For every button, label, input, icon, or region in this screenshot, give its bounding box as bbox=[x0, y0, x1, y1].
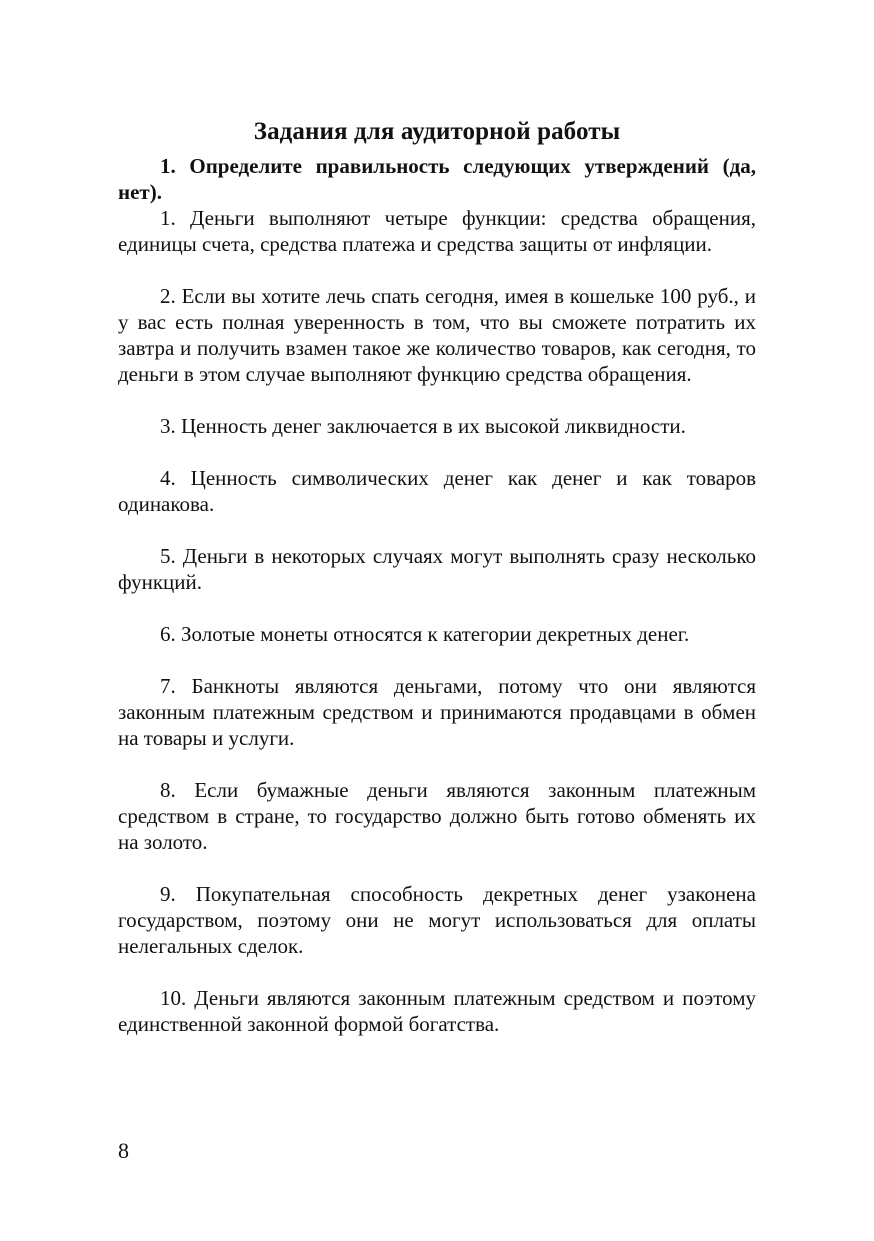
paragraph-spacer bbox=[118, 647, 756, 673]
paragraph-spacer bbox=[118, 257, 756, 283]
paragraph-spacer bbox=[118, 959, 756, 985]
statement-7: 7. Банкноты являются деньгами, потому что они являются законным платежным средством и принимаются продавцами в обмен на товары и услуги. bbox=[118, 674, 756, 750]
statement-1: 1. Деньги выполняют четыре функции: средства обращения, единицы счета, средства платежа и средства защиты от инфляции. bbox=[118, 206, 756, 256]
statement-5: 5. Деньги в некоторых случаях могут выполнять сразу несколько функций. bbox=[118, 544, 756, 594]
statement-9: 9. Покупательная способность декретных денег узаконена государством, поэтому они не могут использоваться для оплаты нелегальных сделок. bbox=[118, 882, 756, 958]
document-page bbox=[118, 117, 756, 1037]
statement-4: 4. Ценность символических денег как денег и как товаров одинакова. bbox=[118, 466, 756, 516]
statement-2: 2. Если вы хотите лечь спать сегодня, имея в кошельке 100 руб., и у вас есть полная уверенность в том, что вы сможете потратить их завтра и получить взамен такое же количество товаров, как сегодня, то деньги в этом случае выполняют функцию средства обращения. bbox=[118, 284, 756, 386]
page-title: Задания для аудиторной работы bbox=[253, 118, 621, 145]
statement-8: 8. Если бумажные деньги являются законным платежным средством в стране, то государство должно быть готово обменять их на золото. bbox=[118, 778, 756, 854]
paragraph-spacer bbox=[118, 387, 756, 413]
page-number: 8 bbox=[118, 1138, 129, 1163]
statement-10: 10. Деньги являются законным платежным средством и поэтому единственной законной формой богатства. bbox=[118, 986, 756, 1036]
paragraph-spacer bbox=[118, 751, 756, 777]
statement-6: 6. Золотые монеты относятся к категории декретных денег. bbox=[160, 622, 690, 646]
task-heading: 1. Определите правильность следующих утверждений (да, нет). bbox=[118, 154, 756, 204]
paragraph-spacer bbox=[118, 595, 756, 621]
statement-3: 3. Ценность денег заключается в их высокой ликвидности. bbox=[160, 414, 686, 438]
paragraph-spacer bbox=[118, 439, 756, 465]
paragraph-spacer bbox=[118, 855, 756, 881]
paragraph-spacer bbox=[118, 517, 756, 543]
